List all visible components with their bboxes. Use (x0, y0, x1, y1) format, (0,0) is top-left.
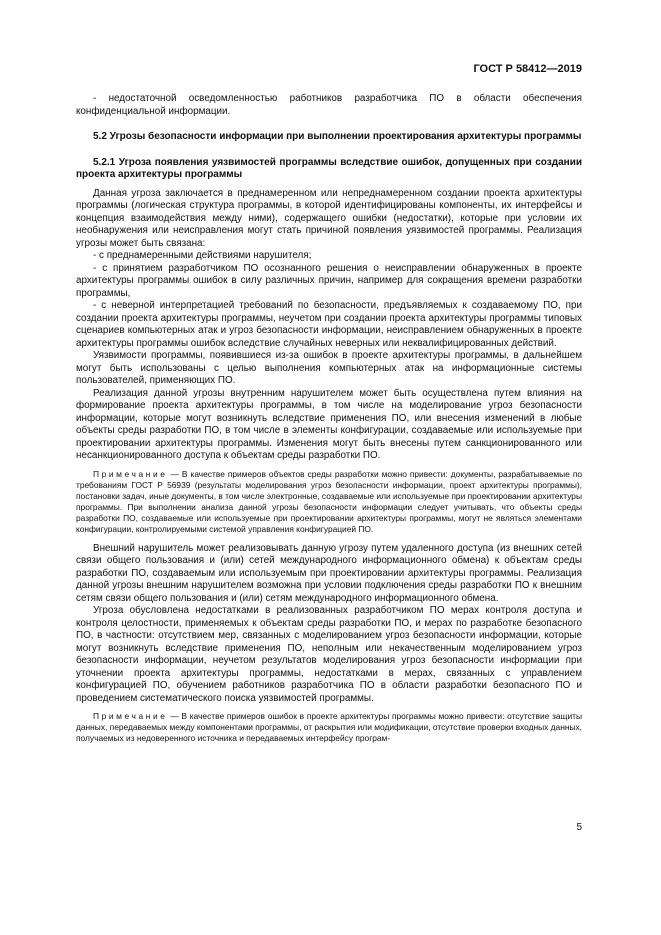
list-item: - с преднамеренными действиями нарушителя; (93, 250, 312, 261)
paragraph-internal-violator: Реализация данной угрозы внутренним нарушителем может быть осуществлена путем влияния на формирование проекта архитектуры программы, в том числе на моделирование угроз безопасности информации, которые могут возникнуть вследствие применения ПО, или внесения изменений в любые объекты среды разработки ПО, в том числе в элементы конфигурации, создаваемые или используемые при проектировании архитектуры программы. Изменения могут быть внесены путем санкционированного или несанкционированного доступа к объектам среды разработки ПО. (76, 387, 582, 461)
note-text: — В качестве примеров ошибок в проекте архитектуры программы можно привести: отсутствие защиты данных, передаваемых между компонентами программы, от раскрытия или модификации, отсутствие проверки входных данных, получаемых из недоверенного источника и передаваемых интерфейсу програм- (76, 711, 582, 743)
subsection-heading: 5.2.1 Угроза появления уязвимостей программы вследствие ошибок, допущенных при создании проекта архитектуры программы (76, 156, 582, 180)
section-heading: 5.2 Угрозы безопасности информации при выполнении проектирования архитектуры программы (93, 131, 582, 142)
list-item: - с принятием разработчиком ПО осознанного решения о неисправлении обнаруженных в проекте архитектуры программы ошибок в силу различных причин, например для сокращения времени разработки программы, (76, 262, 582, 299)
continuation-paragraph: - недостаточной осведомленностью работников разработчика ПО в области обеспечения конфиденциальной информации. (76, 93, 582, 117)
note-1 (76, 469, 582, 535)
paragraph-intro: Данная угроза заключается в преднамеренном или непреднамеренном создании проекта архитектуры программы (логическая структура программы, в которой идентифицированы компоненты, их интерфейсы и концепция взаимодействия между ними), содержащего ошибки (недостатки), которые при условии их необнаружения или неисправления могут стать причиной появления уязвимостей программы. Реализация угрозы может быть связана: (76, 187, 582, 249)
note-2 (76, 711, 582, 744)
note-label: Примечание (93, 711, 168, 721)
paragraph-external-violator: Внешний нарушитель может реализовывать данную угрозу путем удаленного доступа (из внешних сетей связи общего пользования и (или) сетей международного информационного обмена) к объектам среды разработки ПО, создаваемым или используемым при проектировании архитектуры программы. Реализация данной угрозы внешним нарушителем возможна при условии подключения среды разработки ПО к внешним сетям связи общего пользования и (или) сетям международного информационного обмена. (76, 542, 582, 604)
page-content (76, 93, 582, 744)
note-label: Примечание (93, 468, 168, 479)
paragraph-vulnerabilities: Уязвимости программы, появившиеся из-за ошибок в проекте архитектуры программы, в дальнейшем могут быть использованы с целью выполнения компьютерных атак на информационные системы пользователей, применяющих ПО. (76, 350, 582, 386)
note-text: — В качестве примеров объектов среды разработки можно привести: документы, разрабатываемые по требованиям ГОСТ Р 56939 (результаты моделирования угроз безопасности информации, проект архитектуры программы), постановки задач, иные документы, в том числе электронные, создаваемые или используемые при проектировании архитектуры программы. При выполнении анализа данной угрозы безопасности информации следует учитывать, что объекты среды разработки ПО, создаваемые или используемые при проектировании архитектуры программы, могут не являться элементами конфигурации, контролируемыми системой управления конфигурацией ПО. (76, 468, 583, 534)
document-header: ГОСТ Р 58412—2019 (473, 63, 582, 75)
list-item: - с неверной интерпретацией требований по безопасности, предъявляемых к создаваемому ПО, при создании проекта архитектуры программы, неучетом при создании проекта архитектуры программы типовых сценариев компьютерных атак и угроз безопасности информации, неисправлением обнаруженных в проекте архитектуры программы ошибок вследствие случайных неверных или неквалифицированных действий. (76, 300, 582, 349)
page-number: 5 (576, 822, 582, 833)
paragraph-threat-cause: Угроза обусловлена недостатками в реализованных разработчиком ПО мерах контроля доступа и контроля целостности, применяемых к объектам среды разработки ПО, и мерах по разработке безопасного ПО, в частности: отсутствием мер, связанных с моделированием угроз безопасности информации, которые могут возникнуть вследствие применения ПО, неполным или некачественным моделированием угроз безопасности информации, неучетом результатов моделирования угроз безопасности информации при уточнении проекта архитектуры программы, недостатками в мерах, связанных с управлением конфигурацией ПО, обучением работников разработчика ПО в области разработки безопасного ПО и проведением систематического поиска уязвимостей программы. (76, 605, 582, 704)
